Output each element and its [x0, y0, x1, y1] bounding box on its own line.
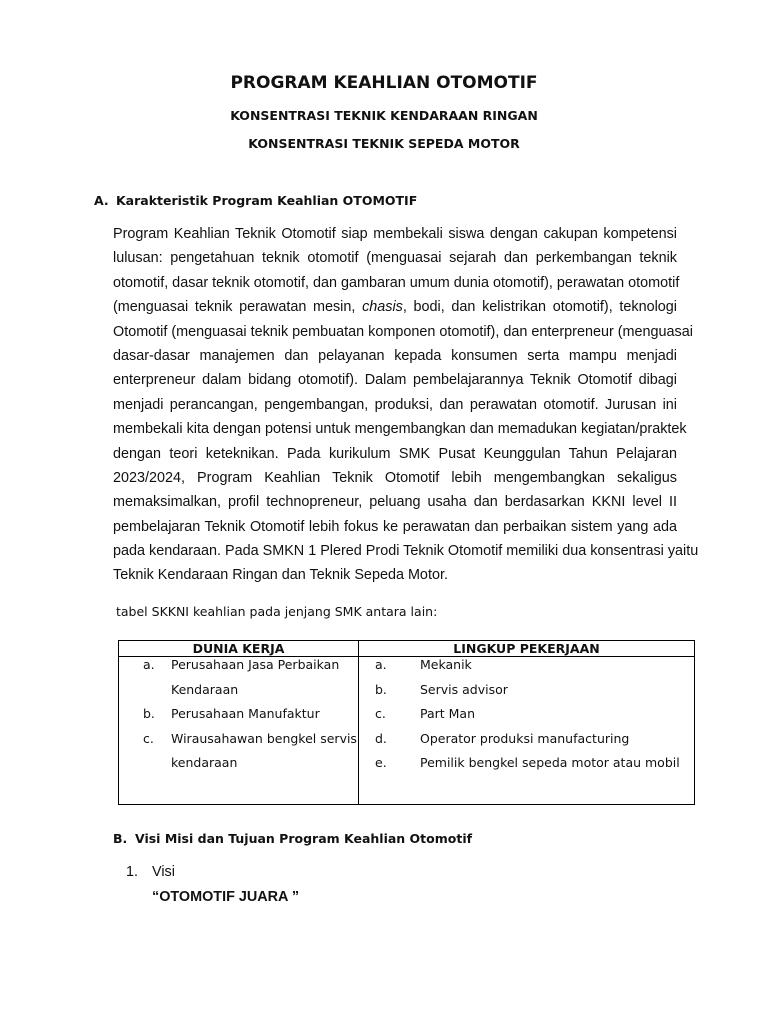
list-marker: c. [143, 730, 154, 746]
list-text: Perusahaan Jasa Perbaikan [171, 657, 340, 672]
visi-statement: “OTOMOTIF JUARA ” [152, 889, 300, 905]
list-marker: c. [375, 706, 386, 722]
paragraph-line: dengan teori keteknikan. Pada kurikulum SMK Pusat Keunggulan Tahun Pelajaran [113, 445, 677, 462]
list-item [119, 731, 358, 756]
list-text: Operator produksi manufacturing [420, 730, 630, 746]
list-item [119, 657, 358, 682]
section-a-title: Karakteristik Program Keahlian OTOMOTIF [116, 193, 418, 208]
list-item [119, 755, 358, 780]
list-marker: a. [375, 657, 387, 672]
list-text: kendaraan [171, 755, 238, 771]
list-marker: a. [143, 657, 155, 672]
list-text: Pemilik bengkel sepeda motor atau mobil [420, 755, 680, 771]
visi-label: Visi [152, 864, 175, 880]
paragraph-line: pada kendaraan. Pada SMKN 1 Plered Prodi Teknik Otomotif memiliki dua konsentrasi yaitu [113, 543, 699, 560]
list-text: Part Man [420, 706, 476, 722]
paragraph-line: 2023/2024, Program Keahlian Teknik Otomotif lebih mengembangkan sekaligus [113, 469, 677, 486]
paragraph-line: menjadi perancangan, pengembangan, produksi, dan perawatan otomotif. Jurusan ini [113, 396, 677, 413]
list-marker: e. [375, 755, 387, 771]
list-text: Mekanik [420, 657, 472, 672]
paragraph-line-4-rest: , bodi, dan kelistrikan otomotif), teknologi [402, 299, 677, 316]
visi-number: 1. [126, 864, 139, 880]
list-item [359, 682, 694, 707]
list-item [119, 682, 358, 707]
section-a-heading [94, 193, 417, 208]
subtitle-kendaraan-ringan: KONSENTRASI TEKNIK KENDARAAN RINGAN [230, 108, 538, 123]
section-b-title: Visi Misi dan Tujuan Program Keahlian Otomotif [135, 831, 473, 846]
paragraph-line: Program Keahlian Teknik Otomotif siap membekali siswa dengan cakupan kompetensi [113, 226, 677, 242]
section-b-letter: B. [113, 831, 128, 846]
paragraph-line: memaksimalkan, profil technopreneur, peluang usaha dan berdasarkan KKNI level II [113, 494, 677, 511]
paragraph-line: dasar-dasar manajemen dan pelayanan kepada konsumen serta mampu menjadi [113, 347, 677, 364]
section-a-letter: A. [94, 193, 109, 208]
list-item [359, 657, 694, 682]
paragraph-line: Teknik Kendaraan Ringan dan Teknik Sepeda Motor. [113, 567, 448, 584]
list-item [359, 755, 694, 780]
list-item [359, 731, 694, 756]
skkni-table [118, 640, 695, 805]
paragraph-line-4-start: (menguasai teknik perawatan mesin, [113, 299, 356, 316]
list-text: Wirausahawan bengkel servis [171, 730, 357, 746]
paragraph-line-4 [113, 295, 677, 319]
list-marker: b. [375, 681, 387, 697]
italic-chasis: chasis [362, 299, 403, 316]
table-intro: tabel SKKNI keahlian pada jenjang SMK antara lain: [116, 604, 438, 619]
paragraph-line: lulusan: pengetahuan teknik otomotif (menguasai sejarah dan perkembangan teknik [113, 250, 677, 267]
paragraph-line: otomotif, dasar teknik otomotif, dan gambaran umum dunia otomotif), perawatan otomotif [113, 274, 680, 291]
list-marker: d. [375, 730, 387, 746]
paragraph-line: membekali kita dengan potensi untuk mengembangkan dan memadukan kegiatan/praktek [113, 421, 687, 438]
header-lingkup-pekerjaan: LINGKUP PEKERJAAN [359, 641, 695, 657]
list-text: Kendaraan [171, 681, 239, 697]
dunia-kerja-cell [119, 657, 359, 805]
list-marker: b. [143, 706, 155, 722]
paragraph-line: pembelajaran Teknik Otomotif lebih fokus ke perawatan dan perbaikan sistem yang ada [113, 518, 677, 535]
list-text: Perusahaan Manufaktur [171, 706, 320, 722]
list-text: Servis advisor [420, 681, 508, 697]
header-dunia-kerja: DUNIA KERJA [119, 641, 359, 657]
list-item [119, 706, 358, 731]
lingkup-pekerjaan-cell [359, 657, 695, 805]
section-b-heading [113, 831, 472, 846]
document-title: PROGRAM KEAHLIAN OTOMOTIF [230, 73, 538, 93]
section-a-paragraph [113, 222, 699, 588]
paragraph-line: Otomotif (menguasai teknik pembuatan komponen otomotif), dan enterpreneur (menguasai [113, 323, 693, 340]
paragraph-line: enterpreneur dalam bidang otomotif). Dalam pembelajarannya Teknik Otomotif dibagi [113, 372, 677, 389]
list-item [359, 706, 694, 731]
subtitle-sepeda-motor: KONSENTRASI TEKNIK SEPEDA MOTOR [248, 136, 520, 151]
